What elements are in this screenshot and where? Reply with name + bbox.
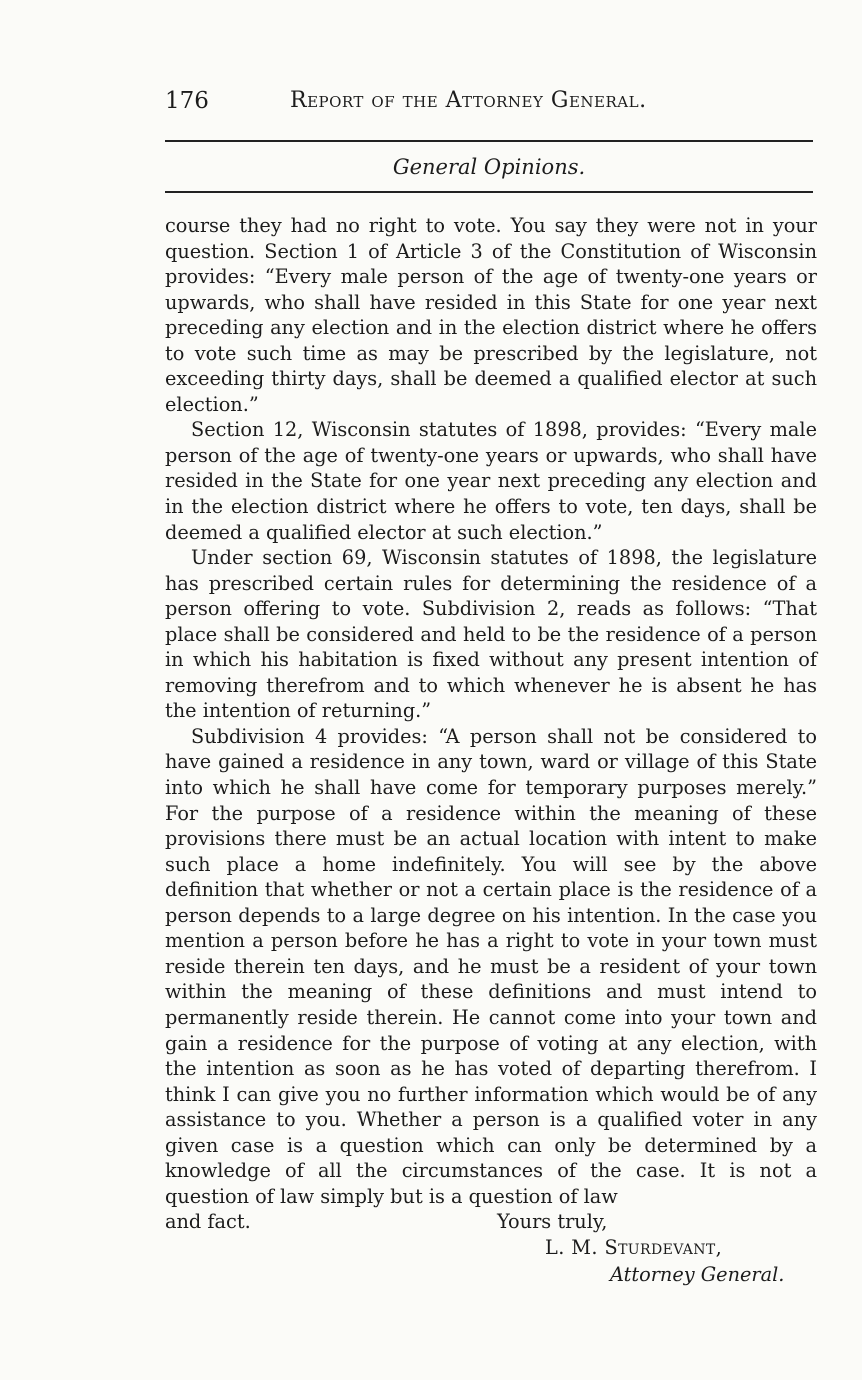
body-text xyxy=(165,213,817,1209)
closing-row xyxy=(165,1209,817,1235)
page-number: 176 xyxy=(165,88,209,114)
signature-name: L. M. Sturdevant, xyxy=(545,1236,723,1259)
valediction: Yours truly, xyxy=(497,1210,608,1233)
paragraph: Under section 69, Wisconsin statutes of 1898, the legislature has prescribed certain rules for determining the residence of a person offering to vote. Subdivision 2, reads as follows: “That place shall be considered and held to be the residence of a person in which his habitation is fixed without any present intention of removing therefrom and to which whenever he is absent he has the intention of returning.” xyxy=(165,546,817,723)
page-header xyxy=(165,86,813,116)
paragraph: Subdivision 4 provides: “A person shall not be considered to have gained a residence in any town, ward or village of this State into which he shall have come for temporary purposes merely.” For the purpose of a residence within the meaning of these provisions there must be an actual location with intent to make such place a home indefinitely. You will see by the above definition that whether or not a certain place is the residence of a person depends to a large degree on his intention. In the case you mention a person before he has a right to vote in your town must reside therein ten days, and he must be a resident of your town within the meaning of these definitions and must intend to permanently reside therein. He cannot come into your town and gain a residence for the purpose of voting at any election, with the intention as soon as he has voted of departing therefrom. I think I can give you no further information which would be of any assistance to you. Whether a person is a qualified voter in any given case is a question which can only be determined by a knowledge of all the circumstances of the case. It is not a question of law simply but is a question of law xyxy=(165,724,817,1208)
paragraph: course they had no right to vote. You say they were not in your question. Section 1 of Article 3 of the Constitution of Wisconsin provides: “Every male person of the age of twenty-one years or upwards, who shall have resided in this State for one year next preceding any election and in the election district where he offers to vote such time as may be prescribed by the legislature, not exceeding thirty days, shall be deemed a qualified elector at such election.” xyxy=(165,214,817,416)
signature-title: Attorney General. xyxy=(610,1263,785,1286)
section-title: General Opinions. xyxy=(392,155,586,179)
header-rule-bottom xyxy=(165,191,813,193)
header-rule-top xyxy=(165,140,813,142)
closing-last-words: and fact. xyxy=(165,1210,251,1233)
running-head: Report of the Attorney General. xyxy=(290,88,647,113)
paragraph: Section 12, Wisconsin statutes of 1898, provides: “Every male person of the age of twenty-one years or upwards, who shall have resided in the State for one year next preceding any election and in the election district where he offers to vote, ten days, shall be deemed a qualified elector at such election.” xyxy=(165,418,817,544)
